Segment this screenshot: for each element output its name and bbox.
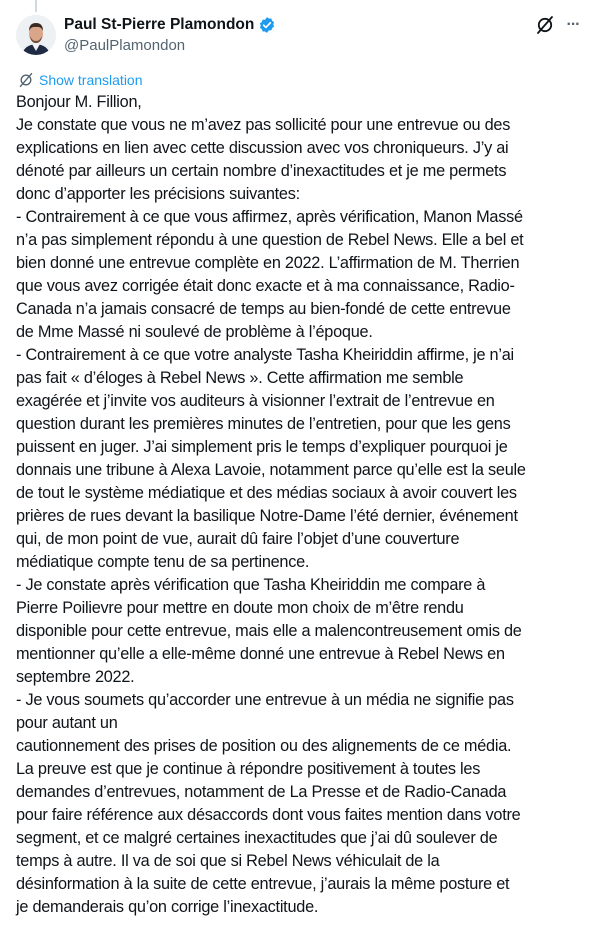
author-name-row (64, 16, 276, 34)
post-text (16, 91, 526, 919)
post-text-line: prières de rues devant la basilique Notre-Dame l’été dernier, événement (16, 507, 518, 525)
post-text-line: explications en lien avec cette discussion avec vos chroniqueurs. J’y ai (16, 139, 509, 157)
post-text-line: dénoté par ailleurs un certain nombre d’inexactitudes et je me permets (16, 162, 507, 180)
translate-icon (18, 72, 34, 88)
thread-connector-line (35, 0, 37, 12)
post-text-line: donnais une tribune à Alexa Lavoie, notamment parce qu’elle est la seule (16, 461, 526, 479)
post-text-line: cautionnement des prises de position ou des alignements de ce média. (16, 737, 512, 755)
post-text-line: de tout le système médiatique et des médias sociaux à avoir couvert les (16, 484, 517, 502)
avatar-portrait-icon (16, 15, 56, 55)
post-text-line: je demanderais qu’on corrige l’inexactitude. (16, 898, 319, 916)
post-text-line: qui, de mon point de vue, aurait dû faire l’objet d’une couverture (16, 530, 460, 548)
post-text-line: disponible pour cette entrevue, mais elle a malencontreusement omis de (16, 622, 522, 640)
post-text-line: médiatique compte tenu de sa pertinence. (16, 553, 310, 571)
post-text-line: La preuve est que je continue à répondre positivement à toutes les (16, 760, 481, 778)
post-text-line: pour faire référence aux désaccords dont vous faites mention dans votre (16, 806, 521, 824)
post-text-line: Je constate que vous ne m’avez pas sollicité pour une entrevue ou des (16, 116, 511, 134)
post-text-line: puissent en juger. J’ai simplement pris le temps d’expliquer pourquoi je (16, 438, 508, 456)
post-text-line: segment, et ce malgré certaines inexactitudes que j’ai dû soulever de (16, 829, 498, 847)
post-text-line: donc d’apporter les précisions suivantes: (16, 185, 300, 203)
post-text-line: que vous avez corrigée était donc exacte et à ma connaissance, Radio- (16, 277, 515, 295)
show-translation-link[interactable] (18, 72, 143, 88)
post-text-line: désinformation à la suite de cette entrevue, j’aurais la même posture et (16, 875, 510, 893)
post-text-line: - Je constate après vérification que Tasha Kheiriddin me compare à (16, 576, 486, 594)
post-text-line: Pierre Poilievre pour mettre en doute mon choix de m’être rendu (16, 599, 464, 617)
post-text-line: exagérée et j’invite vos auditeurs à visionner l’extrait de l’entrevue en (16, 392, 495, 410)
post-text-line: bien donné une entrevue complète en 2022. L’affirmation de M. Therrien (16, 254, 520, 272)
post-text-line: - Contrairement à ce que vous affirmez, après vérification, Manon Massé (16, 208, 523, 226)
post-text-line: n’a pas simplement répondu à une question de Rebel News. Elle a bel et (16, 231, 524, 249)
post-text-line: mentionner qu’elle a elle-même donné une entrevue à Rebel News en (16, 645, 505, 663)
author-name[interactable]: Paul St-Pierre Plamondon (64, 16, 255, 33)
post-text-line: Bonjour M. Fillion, (16, 93, 142, 111)
verified-badge-icon (258, 16, 276, 34)
post-text-line: pas fait « d’éloges à Rebel News ». Cette affirmation me semble (16, 369, 464, 387)
post-text-line: septembre 2022. (16, 668, 135, 686)
more-options-button[interactable] (562, 14, 584, 36)
post-text-line: - Contrairement à ce que votre analyste Tasha Kheiriddin affirme, je n’ai (16, 346, 514, 364)
show-translation-label: Show translation (39, 72, 143, 88)
post-text-line: temps à autre. Il va de soi que si Rebel News véhiculait de la (16, 852, 440, 870)
post-text-line: pour autant un (16, 714, 118, 732)
post-text-line: - Je vous soumets qu’accorder une entrevue à un média ne signifie pas (16, 691, 514, 709)
post-text-line: question durant les premières minutes de l’entretien, pour que les gens (16, 415, 511, 433)
post-text-line: demandes d’entrevues, notamment de La Presse et de Radio-Canada (16, 783, 507, 801)
post-text-line: de Mme Massé ni soulevé de problème à l’époque. (16, 323, 373, 341)
post-text-line: Canada n’a jamais consacré de temps au bien-fondé de cette entrevue (16, 300, 511, 318)
grok-slash-icon[interactable] (534, 14, 556, 36)
author-handle[interactable]: @PaulPlamondon (64, 37, 186, 54)
avatar[interactable] (16, 15, 56, 55)
more-dots-icon: ··· (566, 16, 580, 33)
